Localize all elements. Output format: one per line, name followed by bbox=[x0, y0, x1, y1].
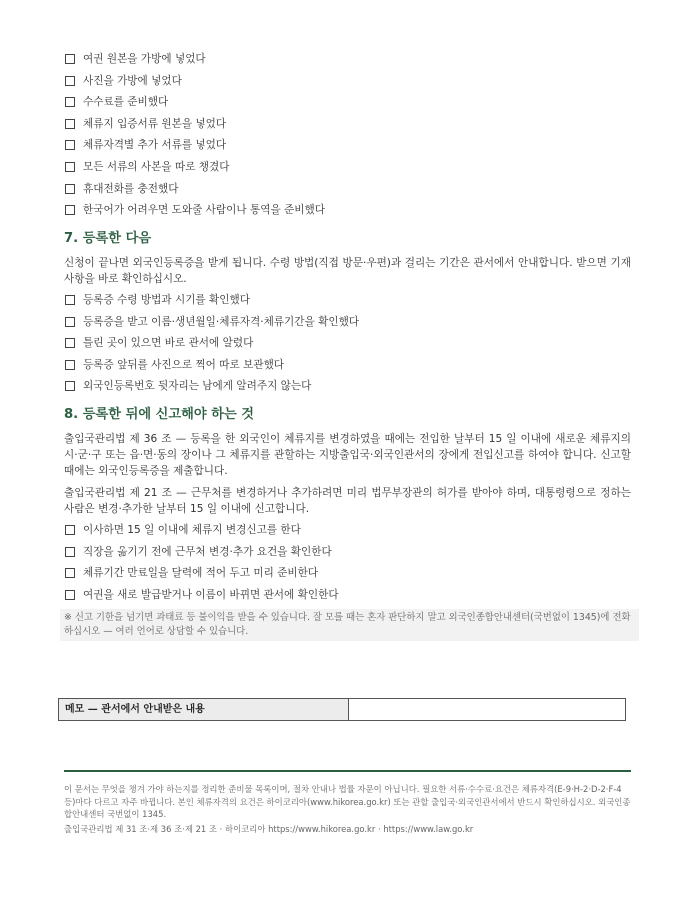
section-heading-7: 7. 등록한 다음 bbox=[64, 231, 152, 247]
memo-table bbox=[58, 698, 626, 721]
list-item bbox=[64, 138, 631, 152]
checklist-before-visit bbox=[64, 52, 631, 217]
checklist-text: 등록증 앞뒤를 사진으로 찍어 따로 보관했다 bbox=[83, 358, 285, 371]
list-item bbox=[64, 203, 631, 217]
checklist-text: 사진을 가방에 넣었다 bbox=[83, 74, 182, 87]
checklist-text: 여권을 새로 발급받거나 이름이 바뀌면 관서에 확인한다 bbox=[83, 588, 339, 601]
checklist-text: 이사하면 15 일 이내에 체류지 변경신고를 한다 bbox=[83, 524, 301, 537]
checklist-text: 등록증 수령 방법과 시기를 확인했다 bbox=[83, 294, 250, 307]
checklist-text: 직장을 옮기기 전에 근무처 변경·추가 요건을 확인한다 bbox=[83, 545, 332, 558]
list-item bbox=[64, 336, 631, 350]
checkbox-icon[interactable] bbox=[65, 317, 75, 327]
checkbox-icon[interactable] bbox=[65, 547, 75, 557]
checklist-text: 외국인등록번호 뒷자리는 남에게 알려주지 않는다 bbox=[83, 380, 312, 393]
checkbox-icon[interactable] bbox=[65, 360, 75, 370]
checkbox-icon[interactable] bbox=[65, 525, 75, 535]
checklist-after-registration bbox=[64, 293, 631, 393]
list-item bbox=[64, 358, 631, 372]
list-item bbox=[64, 182, 631, 196]
checkbox-icon[interactable] bbox=[65, 205, 75, 215]
checklist-text: 휴대전화를 충전했다 bbox=[83, 182, 179, 195]
list-item bbox=[64, 117, 631, 131]
section-7-paragraph: 신청이 끝나면 외국인등록증을 받게 됩니다. 수령 방법(직접 방문·우편)과 걸리는 기간은 관서에서 안내합니다. 받으면 기재사항을 바로 확인하십시오. bbox=[64, 257, 631, 286]
checkbox-icon[interactable] bbox=[65, 76, 75, 86]
list-item bbox=[64, 545, 631, 559]
list-item bbox=[64, 95, 631, 109]
checklist-text: 여권 원본을 가방에 넣었다 bbox=[83, 53, 206, 65]
checkbox-icon[interactable] bbox=[65, 184, 75, 194]
list-item bbox=[64, 315, 631, 329]
checkbox-icon[interactable] bbox=[65, 568, 75, 578]
section-8-paragraph-21: 출입국관리법 제 21 조 — 근무처를 변경하거나 추가하려면 미리 법무부장관의 허가를 받아야 하며, 대통령령으로 정하는 사람은 변경·추가한 날부터 15 일 이내에 신고합니다. bbox=[64, 487, 631, 516]
memo-label: 메모 — 관서에서 안내받은 내용 bbox=[59, 699, 349, 720]
checkbox-icon[interactable] bbox=[65, 119, 75, 129]
checkbox-icon[interactable] bbox=[65, 338, 75, 348]
checkbox-icon[interactable] bbox=[65, 54, 75, 64]
list-item bbox=[64, 293, 631, 307]
checklist-text: 한국어가 어려우면 도와줄 사람이나 통역을 준비했다 bbox=[83, 204, 325, 217]
footer-sources: 출입국관리법 제 31 조·제 36 조·제 21 조 · 하이코리아 https://www.hikorea.go.kr · https://www.law.go.kr bbox=[64, 823, 474, 834]
document-page bbox=[64, 52, 631, 641]
list-item bbox=[64, 523, 631, 537]
checklist-text: 체류지 입증서류 원본을 넣었다 bbox=[83, 117, 227, 130]
checklist-text: 체류자격별 추가 서류를 넣었다 bbox=[83, 139, 227, 152]
list-item bbox=[64, 52, 631, 66]
list-item bbox=[64, 588, 631, 602]
checklist-text: 등록증을 받고 이름·생년월일·체류자격·체류기간을 확인했다 bbox=[83, 315, 360, 328]
checkbox-icon[interactable] bbox=[65, 140, 75, 150]
list-item bbox=[64, 160, 631, 174]
footer-divider bbox=[64, 770, 631, 772]
checkbox-icon[interactable] bbox=[65, 162, 75, 172]
section-heading-8: 8. 등록한 뒤에 신고해야 하는 것 bbox=[64, 407, 255, 423]
section-8-paragraph-36: 출입국관리법 제 36 조 — 등록을 한 외국인이 체류지를 변경하였을 때에는 전입한 날부터 15 일 이내에 새로운 체류지의 시·군·구 또는 읍·면·동의 장이나 그 체류지를 관할하는 지방출입국·외국인관서의 장에게 전입신고를 하여야 합니다. 신고할 때에는 외국인등록증을 제출합니다. bbox=[64, 433, 631, 478]
memo-field[interactable] bbox=[349, 699, 625, 720]
list-item bbox=[64, 566, 631, 580]
footer bbox=[64, 783, 632, 835]
checkbox-icon[interactable] bbox=[65, 590, 75, 600]
footer-disclaimer: 이 문서는 무엇을 챙겨 가야 하는지를 정리한 준비물 목록이며, 절차 안내나 법률 자문이 아닙니다. 필요한 서류·수수료·요건은 체류자격(E-9·H-2·D-2·F-4 등)마다 다르고 자주 바뀝니다. 본인 체류자격의 요건은 하이코리아(www.hikorea.go.kr) 또는 관할 출입국·외국인관서에서 반드시 확인하십시오. 외국인종합안내센터 국번없이 1345. bbox=[64, 784, 631, 819]
checkbox-icon[interactable] bbox=[65, 97, 75, 107]
checklist-text: 체류기간 만료일을 달력에 적어 두고 미리 준비한다 bbox=[83, 567, 319, 580]
list-item bbox=[64, 74, 631, 88]
checklist-reporting bbox=[64, 523, 631, 602]
checklist-text: 수수료를 준비했다 bbox=[83, 96, 169, 109]
checkbox-icon[interactable] bbox=[65, 295, 75, 305]
checklist-text: 틀린 곳이 있으면 바로 관서에 알렸다 bbox=[83, 337, 254, 350]
checklist-text: 모든 서류의 사본을 따로 챙겼다 bbox=[83, 160, 230, 173]
deadline-note: ※ 신고 기한을 넘기면 과태료 등 불이익을 받을 수 있습니다. 잘 모를 때는 혼자 판단하지 말고 외국인종합안내센터(국번없이 1345)에 전화하십시오 — 여러 언어로 상담할 수 있습니다. bbox=[60, 609, 639, 641]
list-item bbox=[64, 379, 631, 393]
checkbox-icon[interactable] bbox=[65, 381, 75, 391]
